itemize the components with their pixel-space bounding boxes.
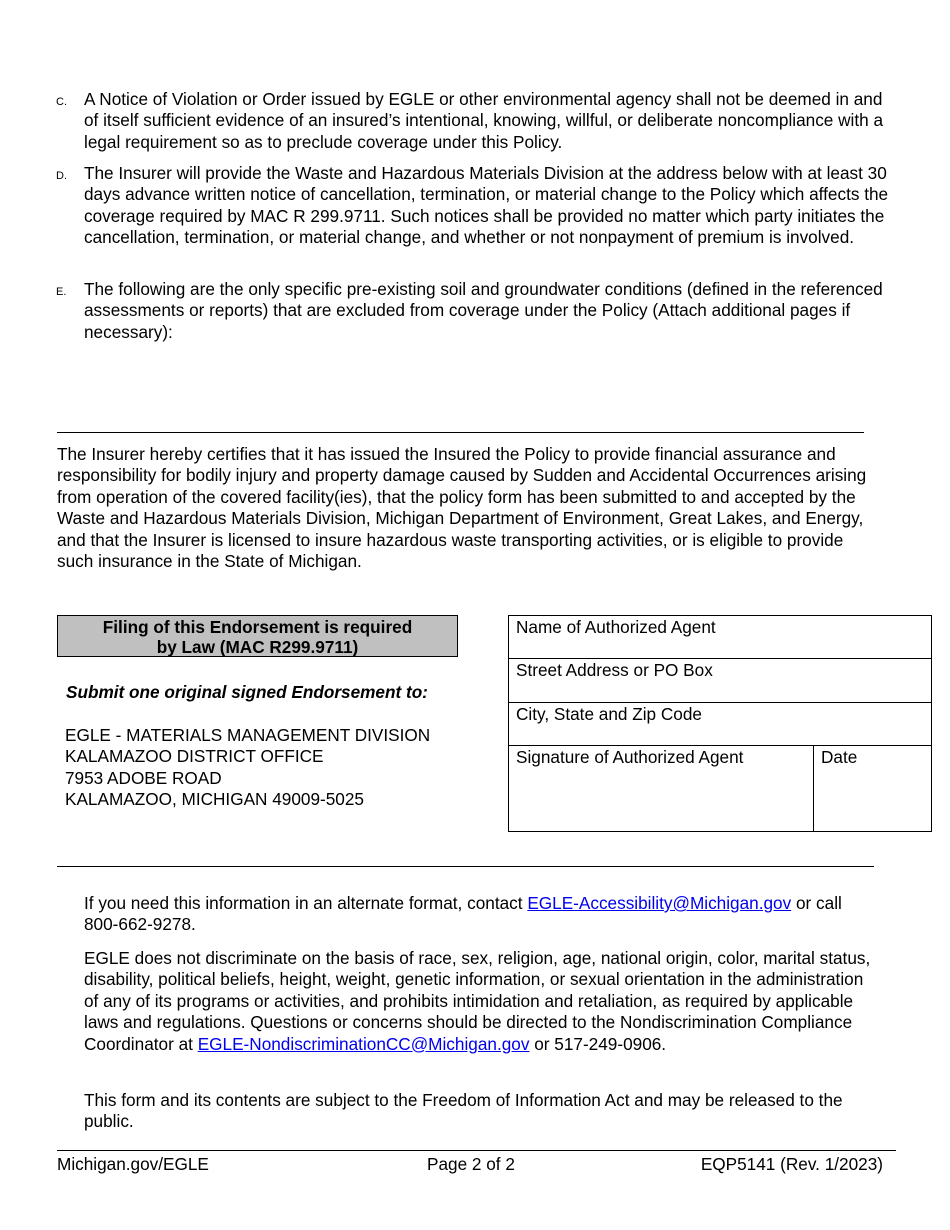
item-letter: E.: [56, 286, 67, 298]
accessibility-email-link[interactable]: EGLE-Accessibility@Michigan.gov: [527, 893, 792, 913]
footer-page-number: Page 2 of 2: [427, 1154, 515, 1174]
mailing-address: [65, 725, 430, 811]
item-e: [56, 279, 894, 343]
divider: [57, 866, 874, 867]
foia-notice: This form and its contents are subject to the Freedom of Information Act and may be released to the public.: [84, 1090, 843, 1132]
item-text: The following are the only specific pre-existing soil and groundwater conditions (defined in the referenced assessments or reports) that are excluded from coverage under the Policy (Attach additional pages if necessary):: [84, 279, 883, 342]
nondiscrimination-notice: [84, 948, 874, 1055]
item-letter: C.: [56, 96, 67, 108]
item-text: The Insurer will provide the Waste and Hazardous Materials Division at the address below with at least 30 days advance written notice of cancellation, termination, or material change to the Policy which affects the coverage required by MAC R 299.9711. Such notices shall be provided no matter which party initiates the cancellation, termination, or material change, and whether or not nonpayment of premium is involved.: [84, 163, 889, 248]
city-state-zip-field[interactable]: City, State and Zip Code: [509, 703, 932, 746]
address-line: 7953 ADOBE ROAD: [65, 767, 222, 788]
address-line: KALAMAZOO, MICHIGAN 49009-5025: [65, 789, 364, 810]
footer-form-id: EQP5141 (Rev. 1/2023): [700, 1154, 883, 1174]
filing-line-1: Filing of this Endorsement is required: [102, 617, 413, 637]
item-letter: D.: [56, 170, 67, 182]
address-line: KALAMAZOO DISTRICT OFFICE: [65, 746, 324, 767]
notice-text: If you need this information in an alternate format, contact: [84, 893, 528, 913]
submit-instruction: Submit one original signed Endorsement to:: [66, 682, 428, 702]
filing-requirement-box: [57, 615, 458, 657]
agent-info-table: [508, 615, 932, 832]
divider: [57, 432, 864, 433]
nondiscrimination-email-link[interactable]: EGLE-NondiscriminationCC@Michigan.gov: [197, 1033, 530, 1054]
address-line: EGLE - MATERIALS MANAGEMENT DIVISION: [65, 725, 431, 745]
certification-text: The Insurer hereby certifies that it has issued the Insured the Policy to provide financial assurance and responsibility for bodily injury and property damage caused by Sudden and Accidental Occurrences arising from operation of the covered facility(ies), that the policy form has been submitted to and accepted by the Waste and Hazardous Materials Division, Michigan Department of Environment, Great Lakes, and Energy, and that the Insurer is licensed to insure hazardous waste transporting activities, or is eligible to provide such insurance in the State of Michigan.: [57, 444, 867, 572]
notice-text: or 517-249-0906.: [529, 1033, 667, 1054]
street-address-field[interactable]: Street Address or PO Box: [509, 659, 932, 703]
item-c: [56, 89, 894, 153]
date-field[interactable]: Date: [814, 746, 932, 832]
notice-text: or call 800-662-9278.: [84, 893, 842, 935]
filing-line-2: by Law (MAC R299.9711): [156, 637, 359, 657]
footer-website: Michigan.gov/EGLE: [57, 1154, 209, 1174]
item-text: A Notice of Violation or Order issued by EGLE or other environmental agency shall not be deemed in and of itself sufficient evidence of an insured’s intentional, knowing, willful, or deliberate noncompliance with a legal requirement so as to preclude coverage under this Policy.: [84, 89, 884, 152]
alternate-format-notice: [84, 893, 874, 936]
agent-name-field[interactable]: Name of Authorized Agent: [509, 616, 932, 659]
footer-divider: [57, 1150, 896, 1151]
signature-field[interactable]: Signature of Authorized Agent: [509, 746, 814, 832]
notice-text: EGLE does not discriminate on the basis of race, sex, religion, age, national origin, color, marital status, disability, political beliefs, height, weight, genetic information, or sexual orientation in the administration of any of its programs or activities, and prohibits intimidation and retaliation, as required by applicable laws and regulations. Questions or concerns should be directed to the Nondiscrimination Compliance Coordinator at: [84, 948, 871, 1054]
item-d: [56, 163, 894, 249]
